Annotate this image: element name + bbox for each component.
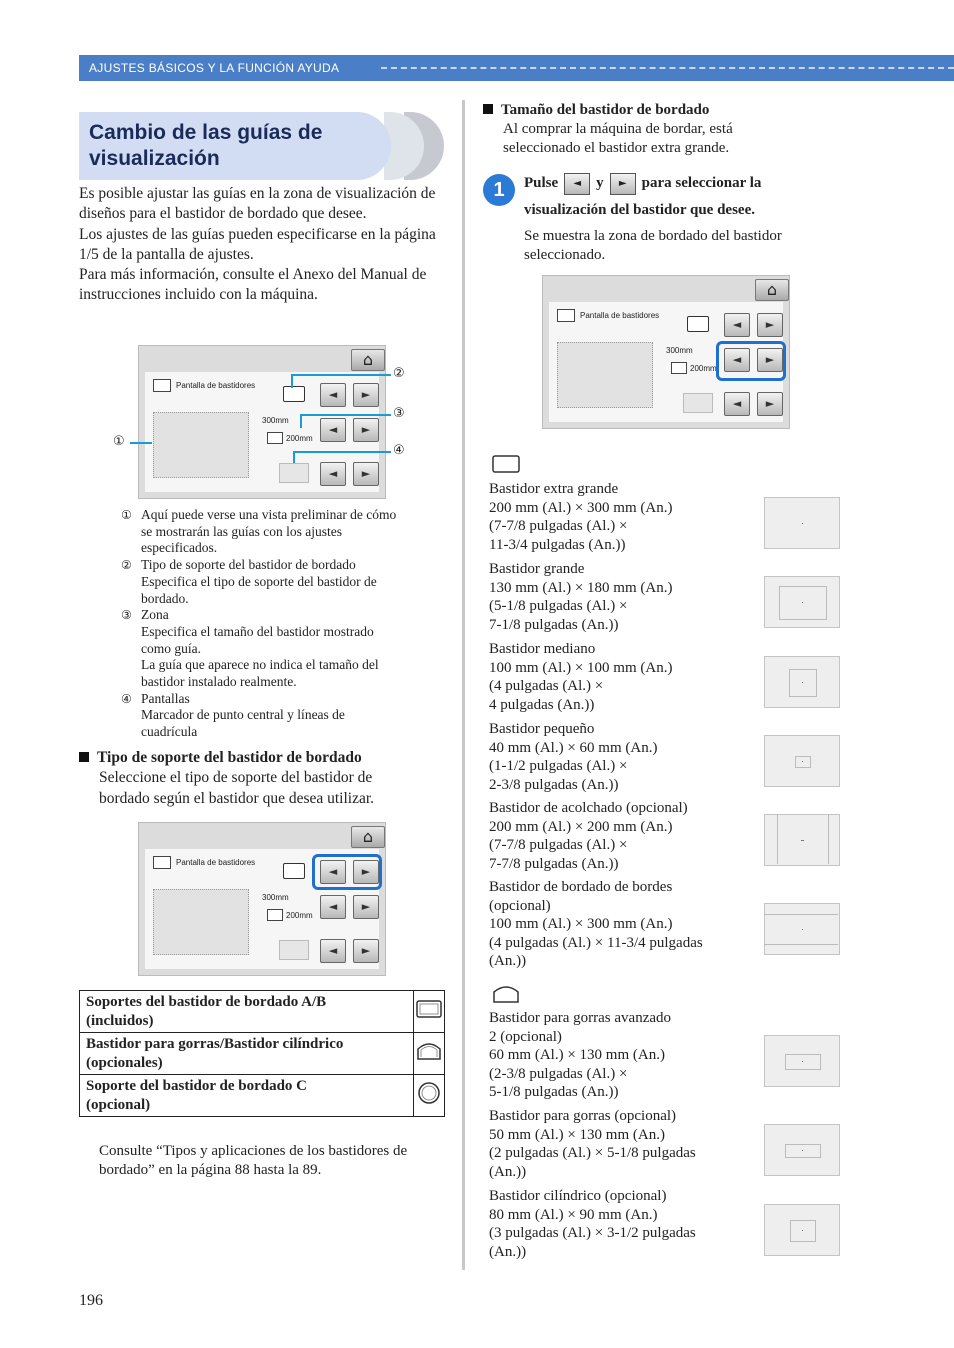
rect-frame-icon [491, 454, 521, 474]
intro-text [79, 184, 449, 306]
zone-icon [267, 432, 283, 444]
display-prev-button[interactable]: ◄ [320, 462, 346, 486]
step-1-post: para seleccionar la [641, 175, 762, 191]
support-body-line-2: bordado según el bastidor que desea utilizar. [99, 789, 375, 807]
note-num-1: ① [121, 508, 132, 522]
notes-list [121, 507, 451, 741]
home-button[interactable] [755, 279, 789, 301]
page-number: 196 [79, 1292, 103, 1309]
frame-screen-icon [153, 379, 171, 392]
column-divider [462, 100, 465, 1270]
step-1-result [524, 227, 854, 264]
table-cell-icon [414, 991, 445, 1033]
zone-next-button[interactable]: ► [757, 348, 783, 372]
home-button[interactable] [351, 826, 385, 848]
thumb-cap-advanced [764, 1035, 840, 1087]
display-next-button[interactable]: ► [757, 392, 783, 416]
dim-height-label: 300mm [262, 416, 289, 425]
zone-next-button[interactable]: ► [353, 895, 379, 919]
note-1-line-2: se mostrarán las guías con los ajustes [141, 523, 342, 539]
callout-1: ① [113, 434, 125, 449]
thumb-cylinder [764, 1204, 840, 1256]
hoop-type-icon [283, 863, 305, 879]
step-1-instruction [524, 170, 854, 224]
note-item-4 [121, 691, 451, 741]
thumb-large [764, 576, 840, 628]
screen-title: Pantalla de bastidores [176, 381, 256, 390]
frame-item-large: Bastidor grande 130 mm (Al.) × 180 mm (An.) (5-1/8 pulgadas (Al.) × 7-1/8 pulgadas (An.)) [489, 561, 673, 633]
thumb-medium [764, 656, 840, 708]
left-arrow-key-icon: ◄ [564, 173, 590, 195]
display-prev-button[interactable]: ◄ [320, 939, 346, 963]
reference-line-2: bordado” en la página 88 hasta la 89. [99, 1161, 322, 1178]
callout-4: ④ [393, 443, 405, 458]
hoop-type-next-button[interactable]: ► [757, 313, 783, 337]
step-1-mid: y [596, 175, 604, 191]
display-setting-swatch [279, 940, 309, 960]
thumb-extra-large [764, 497, 840, 549]
support-heading: Tipo de soporte del bastidor de bordado [79, 748, 449, 768]
note-4-line-2: Marcador de punto central y líneas de [141, 707, 345, 723]
preview-area [153, 889, 249, 955]
frame-item-cap: Bastidor para gorras (opcional) 50 mm (Al.) × 130 mm (An.) (2 pulgadas (Al.) × 5-1/8 pulgadas (An.)) [489, 1108, 696, 1180]
note-4-line-1: Pantallas [141, 690, 190, 706]
size-body-line-2: seleccionado el bastidor extra grande. [503, 140, 730, 156]
note-4-line-3: cuadrícula [141, 724, 198, 740]
round-frame-icon [414, 1079, 444, 1107]
callout-3-leader-drop [300, 414, 302, 428]
callout-3: ③ [393, 406, 405, 421]
cap-frame-icon [414, 1039, 444, 1063]
step-1-result-line-2: seleccionado. [524, 246, 606, 263]
frame-screen-hoop-type [138, 822, 386, 976]
dim-height-label: 300mm [262, 893, 289, 902]
preview-area [153, 412, 249, 478]
size-body-line-1: Al comprar la máquina de bordar, está [503, 121, 733, 137]
note-1-line-3: especificados. [141, 540, 218, 556]
display-next-button[interactable]: ► [353, 462, 379, 486]
callout-2: ② [393, 366, 405, 381]
step-1-pre: Pulse [524, 175, 559, 191]
note-num-3: ③ [121, 608, 132, 623]
size-section [483, 101, 863, 158]
rect-frame-icon [414, 997, 444, 1021]
hoop-type-icon [687, 316, 709, 332]
header-dash-rule [381, 67, 954, 69]
display-next-button[interactable]: ► [353, 939, 379, 963]
preview-area [557, 342, 653, 408]
table-row [80, 991, 445, 1033]
right-arrow-key-icon: ► [610, 173, 636, 195]
display-setting-swatch [683, 393, 713, 413]
frame-item-extra-large: Bastidor extra grande 200 mm (Al.) × 300 mm (An.) (7-7/8 pulgadas (Al.) × 11-3/4 pulgadas (An.)) [489, 481, 673, 553]
note-2-line-2: Especifica el tipo de soporte del bastidor de [141, 573, 377, 589]
note-1-line-1: Aquí puede verse una vista preliminar de cómo [141, 507, 397, 522]
step-number-badge: 1 [483, 174, 515, 206]
zone-prev-button[interactable]: ◄ [320, 895, 346, 919]
table-cell-icon [414, 1075, 445, 1117]
screen-title: Pantalla de bastidores [580, 311, 660, 320]
note-3-line-4: La guía que aparece no indica el tamaño del [141, 657, 379, 673]
note-item-2 [121, 557, 451, 607]
table-cell-icon [414, 1033, 445, 1075]
frame-screen-icon [557, 309, 575, 322]
callout-2-leader [291, 374, 391, 376]
hoop-type-icon [283, 386, 305, 402]
screen-title: Pantalla de bastidores [176, 858, 256, 867]
home-button[interactable] [351, 349, 385, 371]
dim-width-label: 200mm [690, 364, 717, 373]
thumb-quilting [764, 814, 840, 866]
support-type-table [79, 990, 445, 1117]
zone-prev-button[interactable]: ◄ [320, 418, 346, 442]
size-heading: Tamaño del bastidor de bordado [483, 101, 863, 120]
callout-2-leader-drop [291, 374, 293, 388]
frames-cap-list [489, 1009, 759, 1261]
step-1-result-line-1: Se muestra la zona de bordado del bastidor [524, 228, 782, 244]
step-1-line-2: visualización del bastidor que desee. [524, 202, 755, 218]
callout-4-leader [293, 451, 391, 453]
dim-width-label: 200mm [286, 434, 313, 443]
dim-width-label: 200mm [286, 911, 313, 920]
table-cell-label: Soportes del bastidor de bordado A/B (incluidos) [80, 991, 414, 1033]
thumb-border [764, 903, 840, 955]
callout-1-leader [130, 442, 152, 444]
section-header-label: AJUSTES BÁSICOS Y LA FUNCIÓN AYUDA [89, 61, 340, 75]
note-3-line-2: Especifica el tamaño del bastidor mostrado [141, 623, 374, 639]
cap-frame-icon [491, 983, 521, 1005]
frame-item-small: Bastidor pequeño 40 mm (Al.) × 60 mm (An.) (1-1/2 pulgadas (Al.) × 2-3/8 pulgadas (An.)) [489, 721, 658, 793]
bullet-square-icon [483, 104, 493, 114]
callout-3-leader [300, 414, 391, 416]
note-3-line-3: como guía. [141, 640, 201, 656]
frame-item-border: Bastidor de bordado de bordes (opcional) 100 mm (Al.) × 300 mm (An.) (4 pulgadas (Al.) × 11-3/4 pulgadas (An.)) [489, 879, 703, 970]
table-row [80, 1033, 445, 1075]
hoop-type-prev-button[interactable]: ◄ [724, 313, 750, 337]
hoop-type-next-button[interactable]: ► [353, 383, 379, 407]
frame-item-cap-advanced: Bastidor para gorras avanzado 2 (opcional) 60 mm (Al.) × 130 mm (An.) (2-3/8 pulgadas (Al.) × 5-1/8 pulgadas (An.)) [489, 1010, 672, 1101]
thumb-small [764, 735, 840, 787]
intro-paragraph-3: Para más información, consulte el Anexo del Manual de instrucciones incluido con la máquina. [79, 266, 427, 304]
note-3-line-5: bastidor instalado realmente. [141, 674, 297, 690]
hoop-type-prev-button[interactable]: ◄ [320, 383, 346, 407]
frame-item-cylinder: Bastidor cilíndrico (opcional) 80 mm (Al.) × 90 mm (An.) (3 pulgadas (Al.) × 3-1/2 pulgadas (An.)) [489, 1188, 696, 1260]
table-row [80, 1075, 445, 1117]
frame-screen-icon [153, 856, 171, 869]
display-prev-button[interactable]: ◄ [724, 392, 750, 416]
note-2-line-3: bordado. [141, 590, 189, 606]
support-body-line-1: Seleccione el tipo de soporte del bastidor de [99, 769, 373, 787]
note-num-4: ④ [121, 691, 132, 706]
reference-line-1: Consulte “Tipos y aplicaciones de los bastidores de [99, 1143, 408, 1159]
frame-screen-annotated [138, 345, 386, 499]
frame-item-quilting: Bastidor de acolchado (opcional) 200 mm (Al.) × 200 mm (An.) (7-7/8 pulgadas (Al.) × 7-7/8 pulgadas (An.)) [489, 800, 688, 872]
note-num-2: ② [121, 558, 132, 573]
intro-paragraph-2: Los ajustes de las guías pueden especificarse en la página 1/5 de la pantalla de ajustes. [79, 225, 436, 263]
table-cell-label: Bastidor para gorras/Bastidor cilíndrico (opcionales) [80, 1033, 414, 1075]
zone-icon [267, 909, 283, 921]
reference-note [99, 1142, 459, 1179]
callout-4-leader-drop [293, 451, 295, 463]
hoop-type-prev-button[interactable]: ◄ [320, 860, 346, 884]
note-2-line-1: Tipo de soporte del bastidor de bordado [141, 557, 356, 573]
page-title: Cambio de las guías de visualización [89, 121, 323, 170]
frame-screen-size [542, 275, 790, 429]
note-3-line-1: Zona [141, 607, 169, 623]
hoop-type-next-button[interactable]: ► [353, 860, 379, 884]
zone-prev-button[interactable]: ◄ [724, 348, 750, 372]
dim-height-label: 300mm [666, 346, 693, 355]
section-header [79, 55, 954, 81]
thumb-cap [764, 1124, 840, 1176]
frame-item-medium: Bastidor mediano 100 mm (Al.) × 100 mm (An.) (4 pulgadas (Al.) × 4 pulgadas (An.)) [489, 641, 673, 713]
zone-icon [671, 362, 687, 374]
intro-paragraph-1: Es posible ajustar las guías en la zona de visualización de diseños para el bastidor de bordado que desee. [79, 185, 436, 223]
support-section [79, 748, 449, 809]
frames-ab-list [489, 480, 759, 971]
display-setting-swatch [279, 463, 309, 483]
note-item-3 [121, 607, 451, 691]
zone-next-button[interactable]: ► [353, 418, 379, 442]
note-item-1 [121, 507, 451, 557]
table-cell-label: Soporte del bastidor de bordado C (opcional) [80, 1075, 414, 1117]
bullet-square-icon [79, 752, 89, 762]
